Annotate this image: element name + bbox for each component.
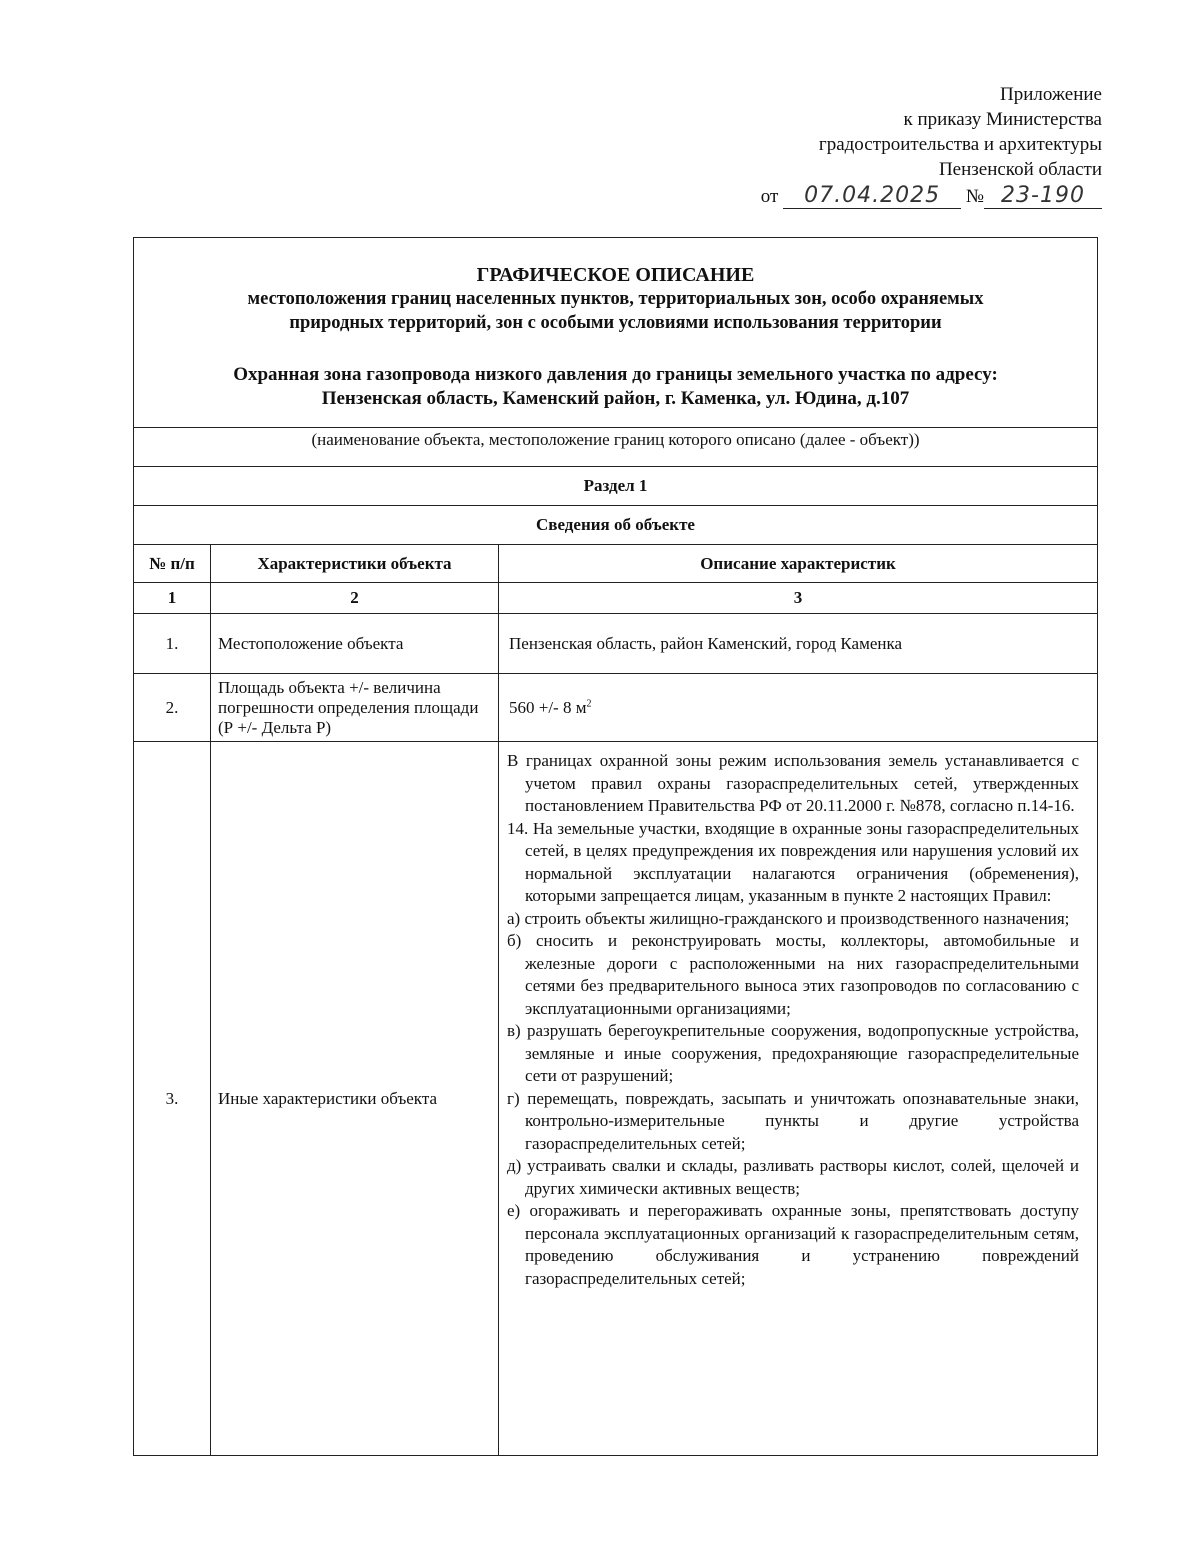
paragraph-item-g: г) перемещать, повреждать, засыпать и уничтожать опознавательные знаки, контрольно-измерительные пункты и другие устройства газораспределительных сетей;	[507, 1088, 1079, 1153]
row-number: 3.	[134, 742, 211, 1456]
section-label: Раздел 1	[134, 467, 1098, 506]
table-row	[134, 674, 1098, 742]
order-number-field	[984, 185, 1102, 209]
column-header-row	[134, 545, 1098, 583]
row-label: Иные характеристики объекта	[211, 742, 499, 1456]
paragraph-item-d: д) устраивать свалки и склады, разливать растворы кислот, солей, щелочей и других химически активных веществ;	[507, 1156, 1079, 1198]
table-row	[134, 742, 1098, 1456]
document-title-block	[134, 238, 1098, 428]
number-prefix: №	[965, 186, 984, 207]
row-label: Местоположение объекта	[211, 614, 499, 674]
object-name-line-2: Пензенская область, Каменский район, г. Каменка, ул. Юдина, д.107	[321, 388, 910, 409]
column-number-2: 2	[211, 583, 499, 614]
order-date-number-line	[682, 184, 1102, 209]
column-number-3: 3	[499, 583, 1098, 614]
row-value: Пензенская область, район Каменский, город Каменка	[499, 614, 1098, 674]
paragraph-item-v: в) разрушать берегоукрепительные сооружения, водопропускные устройства, земляные и иные сооружения, предохраняющие газораспределительные сети от разрушений;	[507, 1021, 1079, 1085]
paragraph-intro: В границах охранной зоны режим использования земель устанавливается с учетом правил охраны газораспределительных сетей, утвержденных постановлением Правительства РФ от 20.11.2000 г. №878, согласно п.14-16.	[507, 751, 1079, 815]
row-number: 2.	[134, 674, 211, 742]
paragraph-14: 14. На земельные участки, входящие в охранные зоны газораспределительных сетей, в целях предупреждения их повреждения или нарушения условий их нормальной эксплуатации налагаются ограничения (обременения), которыми запрещается лицам, указанным в пункте 2 настоящих Правил:	[507, 818, 1079, 905]
paragraph-item-a: а) строить объекты жилищно-гражданского и производственного назначения;	[507, 908, 1070, 928]
column-header-characteristics: Характеристики объекта	[211, 545, 499, 583]
document-subtitle-line-2: природных территорий, зон с особыми условиями использования территории	[289, 313, 942, 333]
order-date-field	[783, 185, 961, 209]
row-value-area	[499, 674, 1098, 742]
table-row	[134, 614, 1098, 674]
paragraph-item-e: е) огораживать и перегораживать охранные зоны, препятствовать доступу персонала эксплуатационных организаций к газораспределительным сетям, проведению обслуживания и устранению повреждений газораспределительных сетей;	[507, 1201, 1079, 1288]
area-value: 560 +/- 8 м	[509, 697, 587, 717]
document-subtitle-line-1: местоположения границ населенных пунктов, территориальных зон, особо охраняемых	[247, 289, 984, 309]
order-date-handwritten: 07.04.2025	[804, 183, 941, 208]
date-prefix: от	[760, 186, 779, 207]
object-caption: (наименование объекта, местоположение границ которого описано (далее - объект))	[134, 428, 1098, 467]
other-characteristics-text	[499, 742, 1098, 1456]
order-number-handwritten: 23-190	[1001, 183, 1085, 208]
column-number-row	[134, 583, 1098, 614]
area-unit-exponent: 2	[586, 697, 592, 709]
section-heading: Сведения об объекте	[134, 506, 1098, 545]
header-line-ministry: градостроительства и архитектуры	[818, 134, 1102, 155]
object-name-line-1: Охранная зона газопровода низкого давления до границы земельного участка по адресу:	[233, 364, 998, 385]
graphic-description-table	[133, 237, 1098, 1456]
document-title: ГРАФИЧЕСКОЕ ОПИСАНИЕ	[476, 264, 755, 286]
row-label: Площадь объекта +/- величина погрешности определения площади (Р +/- Дельта Р)	[211, 674, 499, 742]
header-line-region: Пензенской области	[938, 159, 1102, 180]
paragraph-item-b: б) сносить и реконструировать мосты, коллекторы, автомобильные и железные дороги с расположенными на них газораспределительными сетями без предварительного выноса этих газопроводов по согласованию с эксплуатационными организациями;	[507, 931, 1079, 1018]
column-header-description: Описание характеристик	[499, 545, 1098, 583]
column-header-number: № п/п	[134, 545, 211, 583]
row-number: 1.	[134, 614, 211, 674]
order-reference-header	[682, 82, 1102, 209]
header-line-order: к приказу Министерства	[903, 109, 1102, 130]
header-line-appendix: Приложение	[1000, 84, 1102, 105]
column-number-1: 1	[134, 583, 211, 614]
